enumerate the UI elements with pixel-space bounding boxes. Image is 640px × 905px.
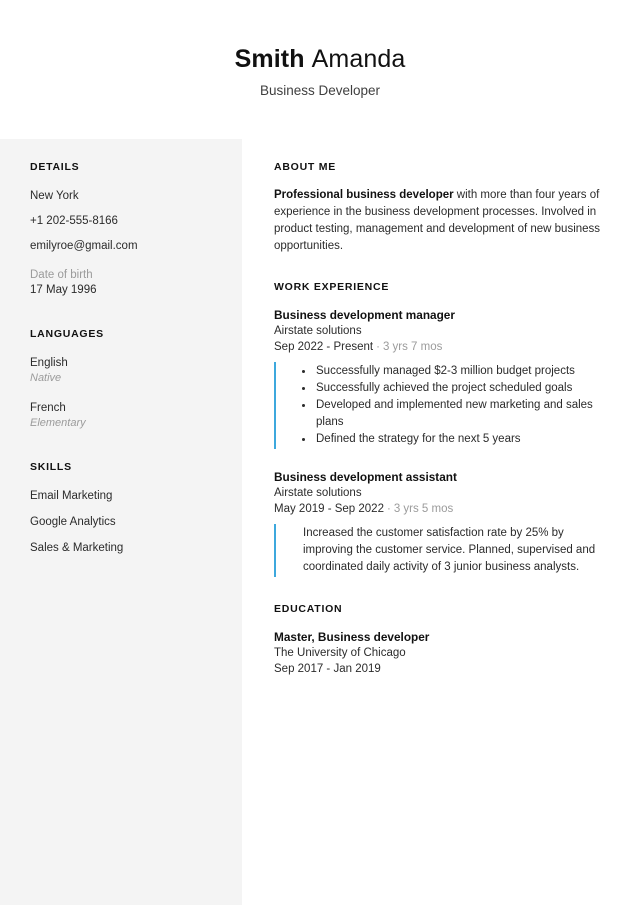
work-dates: [274, 339, 608, 355]
resume-header: [0, 0, 640, 100]
candidate-last-name: Smith: [234, 45, 305, 73]
work-accent-bar: [274, 362, 608, 449]
work-accent-bar: [274, 524, 608, 577]
education-school: The University of Chicago: [274, 647, 406, 659]
work-role: Business development assistant: [274, 470, 457, 484]
sidebar: [0, 139, 242, 905]
candidate-name: [0, 44, 640, 74]
date-of-birth-label: Date of birth: [30, 269, 93, 281]
sidebar-section-languages: [30, 328, 214, 431]
candidate-job-title: Business Developer: [259, 83, 381, 98]
education-dates: Sep 2017 - Jan 2019: [274, 663, 381, 675]
about-me-heading: ABOUT ME: [274, 161, 336, 173]
date-of-birth-value: 17 May 1996: [30, 284, 97, 296]
skills-heading: SKILLS: [30, 461, 72, 473]
work-entry: [274, 469, 608, 577]
main-column: [274, 161, 608, 677]
details-heading: DETAILS: [30, 161, 80, 173]
section-about-me: [274, 161, 608, 255]
section-education: [274, 603, 608, 677]
work-role: Business development manager: [274, 308, 455, 322]
language-item: [30, 401, 214, 431]
language-level: Elementary: [30, 417, 86, 429]
resume-body: [0, 139, 640, 905]
language-name: French: [30, 402, 66, 414]
work-date-separator: ·: [386, 503, 391, 515]
language-item: [30, 356, 214, 386]
detail-location: New York: [30, 190, 79, 202]
skill-item: Google Analytics: [30, 516, 116, 528]
work-date-separator: ·: [376, 341, 380, 353]
about-me-lead: Professional business developer: [274, 189, 454, 201]
section-work-experience: [274, 281, 608, 577]
skill-item: Email Marketing: [30, 490, 113, 502]
work-bullet-list: [276, 363, 608, 448]
work-duration: 3 yrs 5 mos: [393, 503, 454, 515]
work-bullet: • Defined the strategy for the next 5 years: [314, 431, 608, 448]
work-date-range: Sep 2022 - Present: [274, 341, 374, 353]
work-entry: [274, 307, 608, 449]
work-duration: 3 yrs 7 mos: [382, 341, 443, 353]
education-heading: EDUCATION: [274, 603, 343, 615]
work-bullet: • Developed and implemented new marketing and sales plans: [314, 397, 608, 431]
work-description: Increased the customer satisfaction rate by 25% by improving the customer service. Planned, supervised and coordinated daily activity of 3 junior business analysts.: [303, 527, 596, 573]
work-dates: [274, 501, 608, 517]
detail-email: emilyroe@gmail.com: [30, 240, 138, 252]
detail-date-of-birth: [30, 268, 214, 298]
sidebar-section-details: [30, 161, 214, 298]
name-space: [305, 45, 312, 73]
about-me-text: [274, 187, 608, 255]
language-level: Native: [30, 372, 62, 384]
education-entry: [274, 629, 608, 677]
work-organization: Airstate solutions: [274, 325, 362, 337]
work-bullet: • Successfully achieved the project scheduled goals: [314, 380, 608, 397]
detail-phone: +1 202-555-8166: [30, 215, 118, 227]
languages-heading: LANGUAGES: [30, 328, 104, 340]
skill-item: Sales & Marketing: [30, 542, 124, 554]
work-bullet: • Successfully managed $2-3 million budget projects: [314, 363, 608, 380]
work-organization: Airstate solutions: [274, 487, 362, 499]
candidate-first-name: Amanda: [311, 45, 406, 73]
work-date-range: May 2019 - Sep 2022: [274, 503, 384, 515]
work-experience-heading: WORK EXPERIENCE: [274, 281, 390, 293]
language-name: English: [30, 357, 68, 369]
education-degree: Master, Business developer: [274, 630, 430, 644]
sidebar-section-skills: [30, 461, 214, 556]
about-me-body: with more than four years of experience in the business development processes. Involved in product testing, management and development of new business opportunities.: [274, 189, 601, 252]
